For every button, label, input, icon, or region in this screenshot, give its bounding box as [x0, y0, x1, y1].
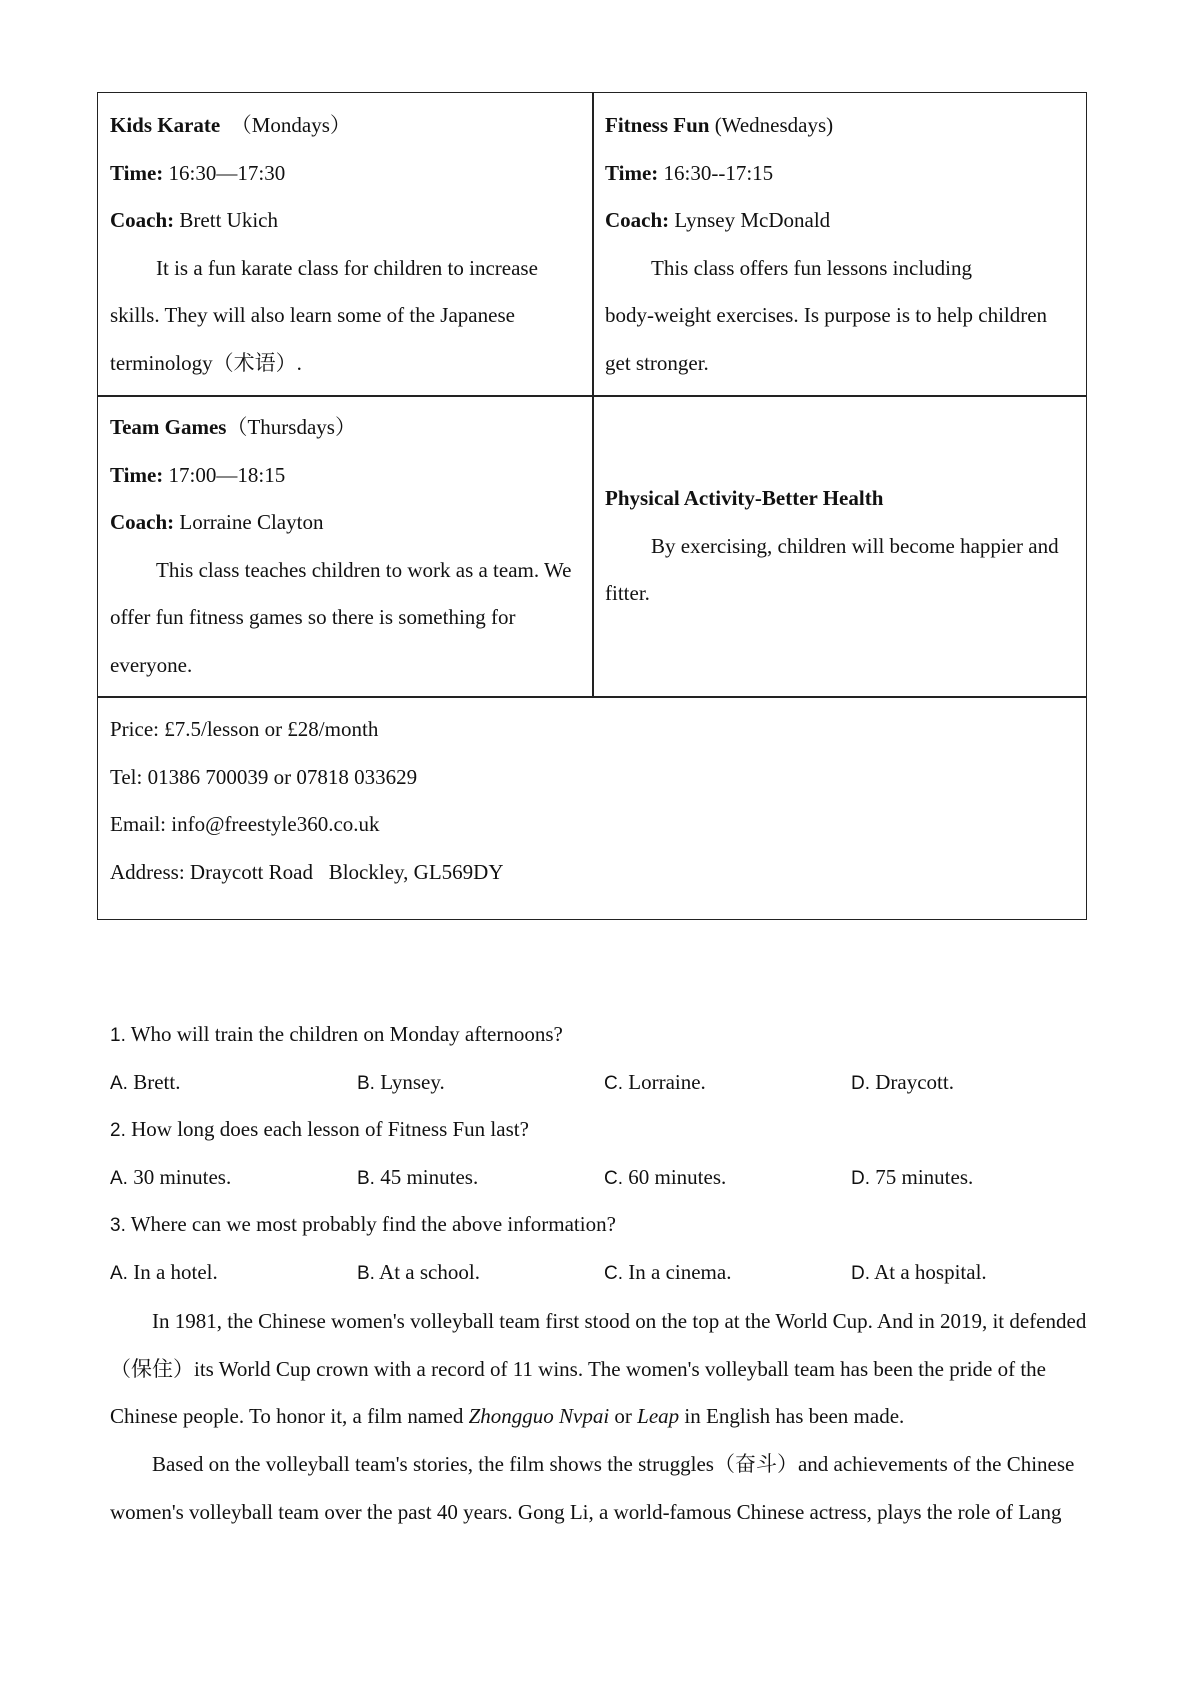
option-b[interactable]	[357, 1070, 445, 1095]
time-value: 17:00—18:15	[168, 462, 286, 487]
option-text: Lynsey.	[374, 1070, 445, 1094]
passage-line: （保住）its World Cup crown with a record of 11 wins. The women's volleyball team has been the pride of the	[110, 1356, 1047, 1381]
question-number: 1.	[110, 1025, 126, 1046]
passage-text: or	[609, 1404, 638, 1428]
option-c[interactable]	[604, 1070, 706, 1095]
table-divider-row-1	[98, 395, 1086, 397]
option-text: 75 minutes.	[870, 1165, 974, 1189]
coach-value: Brett Ukich	[179, 208, 278, 232]
kids-karate-time	[110, 150, 590, 198]
option-text: 60 minutes.	[623, 1165, 727, 1189]
option-c[interactable]	[604, 1260, 731, 1285]
description-line: terminology（术语）.	[110, 350, 302, 375]
passage-paragraph-1	[110, 1298, 1110, 1441]
option-letter: A.	[110, 1263, 128, 1284]
option-d[interactable]	[851, 1070, 954, 1095]
option-letter: B.	[357, 1073, 375, 1094]
table-divider-row-2	[98, 696, 1086, 698]
question-3	[110, 1212, 616, 1237]
description-line: get stronger.	[605, 350, 709, 375]
kids-karate-cell	[110, 102, 590, 387]
option-text: In a cinema.	[623, 1260, 732, 1284]
option-c[interactable]	[604, 1165, 726, 1190]
option-text: Brett.	[127, 1070, 181, 1094]
option-letter: A.	[110, 1168, 128, 1189]
team-games-heading	[110, 404, 590, 452]
option-letter: C.	[604, 1073, 623, 1094]
option-text: 45 minutes.	[374, 1165, 479, 1189]
class-day: (Wednesdays)	[714, 113, 834, 137]
question-number: 3.	[110, 1215, 126, 1236]
option-letter: C.	[604, 1263, 623, 1284]
description-line: offer fun fitness games so there is something for	[110, 605, 516, 629]
option-text: In a hotel.	[127, 1260, 218, 1284]
class-name: Fitness Fun	[605, 113, 710, 137]
option-letter: B.	[357, 1168, 375, 1189]
fitness-fun-cell	[605, 102, 1085, 387]
team-games-coach	[110, 499, 590, 547]
question-text: How long does each lesson of Fitness Fun last?	[125, 1117, 529, 1141]
fitness-fun-heading	[605, 102, 1085, 150]
option-d[interactable]	[851, 1165, 973, 1190]
price-line: Price: £7.5/lesson or £28/month	[110, 717, 379, 741]
option-letter: C.	[604, 1168, 623, 1189]
coach-value: Lorraine Clayton	[179, 510, 324, 534]
option-text: 30 minutes.	[127, 1165, 232, 1189]
health-title	[605, 475, 1085, 523]
question-2	[110, 1117, 529, 1142]
time-label: Time:	[110, 462, 164, 487]
option-text: At a hospital.	[870, 1260, 987, 1284]
contact-info-cell	[110, 706, 1070, 896]
kids-karate-coach	[110, 197, 590, 245]
time-value: 16:30—17:30	[168, 160, 286, 185]
team-games-time	[110, 452, 590, 500]
passage-text: Chinese people. To honor it, a film named	[110, 1404, 469, 1428]
coach-value: Lynsey McDonald	[674, 208, 831, 232]
question-number: 2.	[110, 1120, 126, 1141]
question-1	[110, 1022, 563, 1047]
health-title-text: Physical Activity-Better Health	[605, 486, 884, 510]
option-b[interactable]	[357, 1260, 480, 1285]
time-value: 16:30--17:15	[663, 160, 774, 185]
class-day: （Mondays）	[230, 113, 351, 137]
film-title-english: Leap	[637, 1404, 680, 1428]
description-line: everyone.	[110, 652, 193, 677]
passage-line: women's volleyball team over the past 40 years. Gong Li, a world-famous Chinese actress, plays the role of Lang	[110, 1499, 1062, 1524]
question-text: Where can we most probably find the above information?	[125, 1212, 616, 1236]
description-line: This class offers fun lessons including	[651, 255, 972, 280]
passage-paragraph-2	[110, 1441, 1110, 1536]
time-label: Time:	[110, 160, 164, 185]
passage-line: Based on the volleyball team's stories, the film shows the struggles（奋斗）and achievements of the Chinese	[152, 1452, 1075, 1476]
health-cell	[605, 475, 1085, 618]
fitness-fun-coach	[605, 197, 1085, 245]
option-a[interactable]	[110, 1070, 180, 1095]
coach-label: Coach:	[110, 510, 175, 534]
option-d[interactable]	[851, 1260, 987, 1285]
passage-line: In 1981, the Chinese women's volleyball team first stood on the top at the World Cup. And in 2019, it defended	[152, 1309, 1087, 1333]
option-a[interactable]	[110, 1260, 218, 1285]
description-line: It is a fun karate class for children to increase	[156, 255, 538, 280]
passage-line	[110, 1393, 1110, 1441]
option-b[interactable]	[357, 1165, 478, 1190]
time-label: Time:	[605, 160, 659, 185]
coach-label: Coach:	[110, 208, 175, 232]
kids-karate-heading	[110, 102, 590, 150]
description-line: This class teaches children to work as a team. We	[156, 557, 572, 582]
option-letter: B.	[357, 1263, 375, 1284]
option-letter: D.	[851, 1073, 870, 1094]
question-text: Who will train the children on Monday afternoons?	[125, 1022, 563, 1046]
option-letter: A.	[110, 1073, 128, 1094]
class-name: Kids Karate	[110, 113, 221, 137]
description-line: skills. They will also learn some of the Japanese	[110, 303, 515, 327]
option-letter: D.	[851, 1168, 870, 1189]
class-day: （Thursdays）	[226, 415, 356, 439]
email-line: Email: info@freestyle360.co.uk	[110, 812, 380, 836]
option-text: Draycott.	[870, 1070, 954, 1094]
description-line: By exercising, children will become happier and	[651, 533, 1059, 558]
class-name: Team Games	[110, 415, 227, 439]
film-title-chinese: Zhongguo Nvpai	[468, 1404, 610, 1428]
coach-label: Coach:	[605, 208, 670, 232]
address-line: Address: Draycott Road Blockley, GL569DY	[110, 859, 504, 884]
description-line: body-weight exercises. Is purpose is to help children	[605, 303, 1048, 327]
option-a[interactable]	[110, 1165, 231, 1190]
fitness-fun-time	[605, 150, 1085, 198]
activity-table	[97, 92, 1087, 920]
option-letter: D.	[851, 1263, 870, 1284]
description-line: fitter.	[605, 581, 650, 605]
tel-line: Tel: 01386 700039 or 07818 033629	[110, 764, 418, 789]
passage-text: in English has been made.	[679, 1404, 905, 1428]
option-text: Lorraine.	[623, 1070, 706, 1094]
option-text: At a school.	[374, 1260, 480, 1284]
team-games-cell	[110, 404, 590, 689]
